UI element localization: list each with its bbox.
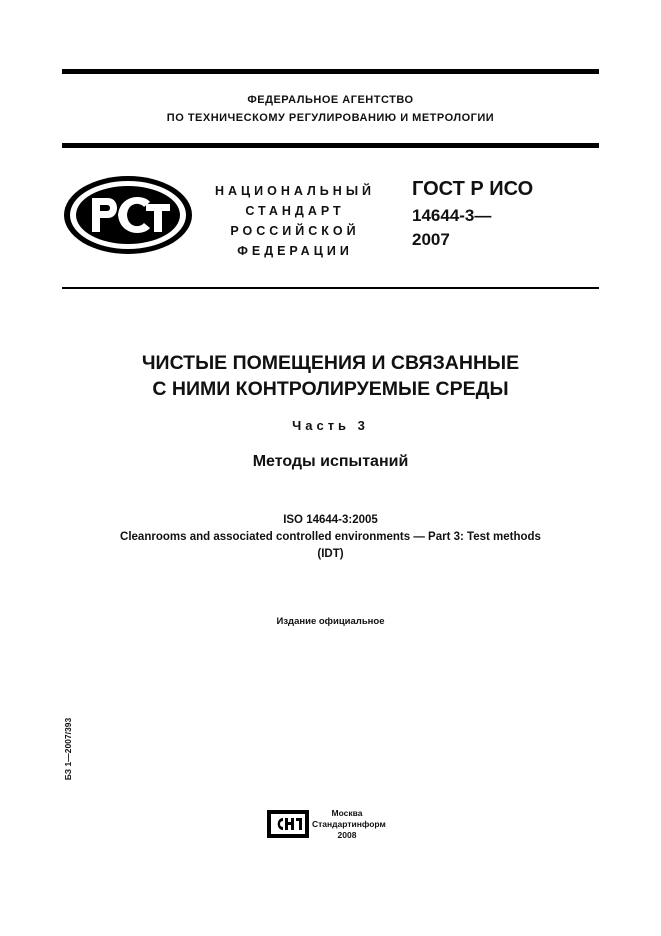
title-line-2: С НИМИ КОНТРОЛИРУЕМЫЕ СРЕДЫ: [152, 378, 509, 400]
top-rule: [62, 69, 599, 74]
side-code: [62, 704, 74, 794]
iso-english-title: Cleanrooms and associated controlled environments — Part 3: Test methods: [120, 531, 541, 543]
standard-type-line-3: РОССИЙСКОЙ: [230, 224, 360, 238]
iso-reference: ISO 14644-3:2005: [283, 514, 378, 526]
publisher-name: Стандартинформ: [312, 819, 386, 829]
publisher-year: 2008: [337, 830, 357, 840]
iso-degree: (IDT): [317, 548, 344, 560]
standard-type-line-2: СТАНДАРТ: [245, 204, 345, 218]
standard-number-line-2: 2007: [412, 230, 450, 249]
standard-type-line-1: НАЦИОНАЛЬНЫЙ: [214, 184, 376, 198]
standard-number-line-1: 14644-3—: [412, 206, 492, 225]
subtitle: Методы испытаний: [252, 453, 409, 470]
standartinform-emblem-logo: [267, 808, 309, 840]
part-label: Часть 3: [292, 418, 369, 433]
title-line-1: ЧИСТЫЕ ПОМЕЩЕНИЯ И СВЯЗАННЫЕ: [141, 352, 520, 374]
standard-type-line-4: ФЕДЕРАЦИИ: [237, 244, 353, 258]
side-code-text: БЗ 1—2007/393: [63, 717, 73, 781]
agency-line-2: ПО ТЕХНИЧЕСКОМУ РЕГУЛИРОВАНИЮ И МЕТРОЛОГИИ: [166, 112, 495, 124]
standard-code: ГОСТ Р ИСО: [412, 178, 534, 200]
header-rule: [62, 143, 599, 148]
block-rule: [62, 287, 599, 289]
edition-label: Издание официальное: [276, 616, 385, 627]
publisher-city: Москва: [331, 808, 363, 818]
agency-line-1: ФЕДЕРАЛЬНОЕ АГЕНТСТВО: [247, 94, 414, 106]
rst-emblem-logo: [62, 174, 194, 256]
